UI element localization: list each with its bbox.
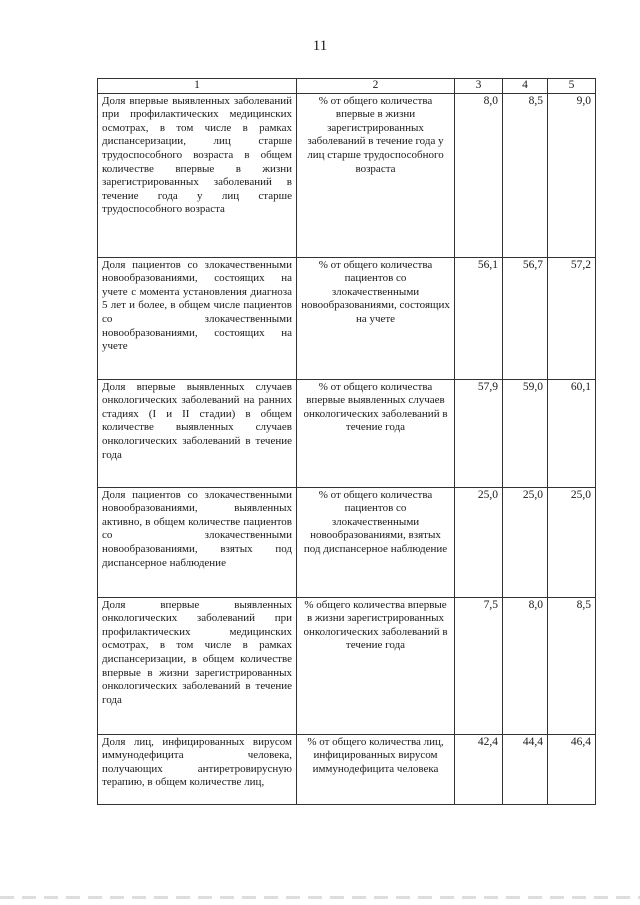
value-col-4: 56,7	[503, 257, 548, 379]
indicator-name: Доля впервые выявленных заболеваний при профилактических медицинских осмотрах, в том числе в рамках диспансеризации, лиц старше трудоспособного возраста в общем количестве впервые в жизни зарегистрированных заболеваний в течение года у лиц старше трудоспособного возраста	[98, 93, 297, 257]
value-col-3: 42,4	[455, 734, 503, 804]
scan-edge-artifact	[0, 896, 640, 899]
indicator-unit: % от общего количества впервые в жизни зарегистрированных заболеваний в течение года у лиц старше трудоспособного возраста	[297, 93, 455, 257]
table-row	[98, 597, 596, 734]
value-col-5: 8,5	[548, 597, 596, 734]
table-row	[98, 379, 596, 487]
column-header-1: 1	[98, 79, 297, 94]
value-col-3: 8,0	[455, 93, 503, 257]
table-row	[98, 93, 596, 257]
table-header-row	[98, 79, 596, 94]
value-col-4: 44,4	[503, 734, 548, 804]
table-row	[98, 487, 596, 597]
indicator-unit: % от общего количества пациентов со злокачественными новообразованиями, взятых под диспансерное наблюдение	[297, 487, 455, 597]
column-header-2: 2	[297, 79, 455, 94]
value-col-5: 60,1	[548, 379, 596, 487]
value-col-5: 46,4	[548, 734, 596, 804]
indicator-unit: % общего количества впервые в жизни зарегистрированных онкологических заболеваний в течение года	[297, 597, 455, 734]
column-header-3: 3	[455, 79, 503, 94]
value-col-3: 56,1	[455, 257, 503, 379]
value-col-4: 8,5	[503, 93, 548, 257]
value-col-5: 25,0	[548, 487, 596, 597]
indicator-unit: % от общего количества впервые выявленных случаев онкологических заболеваний в течение года	[297, 379, 455, 487]
value-col-3: 7,5	[455, 597, 503, 734]
indicator-name: Доля лиц, инфицированных вирусом иммунодефицита человека, получающих антиретровирусную терапию, в общем количестве лиц,	[98, 734, 297, 804]
value-col-4: 25,0	[503, 487, 548, 597]
column-header-4: 4	[503, 79, 548, 94]
indicators-table	[97, 78, 596, 805]
table-row	[98, 734, 596, 804]
indicator-name: Доля впервые выявленных случаев онкологических заболеваний на ранних стадиях (I и II стадии) в общем количестве выявленных случаев онкологических заболеваний в течение года	[98, 379, 297, 487]
column-header-5: 5	[548, 79, 596, 94]
indicator-name: Доля пациентов со злокачественными новообразованиями, состоящих на учете с момента установления диагноза 5 лет и более, в общем числе пациентов со злокачественными новообразованиями, состоящих на учете	[98, 257, 297, 379]
value-col-5: 9,0	[548, 93, 596, 257]
indicator-unit: % от общего количества пациентов со злокачественными новообразованиями, состоящих на учете	[297, 257, 455, 379]
page-number: 11	[312, 38, 328, 54]
indicator-name: Доля впервые выявленных онкологических заболеваний при профилактических медицинских осмотрах, в том числе в рамках диспансеризации, в общем количестве впервые в жизни зарегистрированных онкологических заболеваний в течение года	[98, 597, 297, 734]
value-col-3: 57,9	[455, 379, 503, 487]
value-col-4: 59,0	[503, 379, 548, 487]
value-col-4: 8,0	[503, 597, 548, 734]
indicator-name: Доля пациентов со злокачественными новообразованиями, выявленных активно, в общем количестве пациентов со злокачественными новообразованиями, взятых под диспансерное наблюдение	[98, 487, 297, 597]
value-col-3: 25,0	[455, 487, 503, 597]
value-col-5: 57,2	[548, 257, 596, 379]
table-row	[98, 257, 596, 379]
indicator-unit: % от общего количества лиц, инфицированных вирусом иммунодефицита человека	[297, 734, 455, 804]
